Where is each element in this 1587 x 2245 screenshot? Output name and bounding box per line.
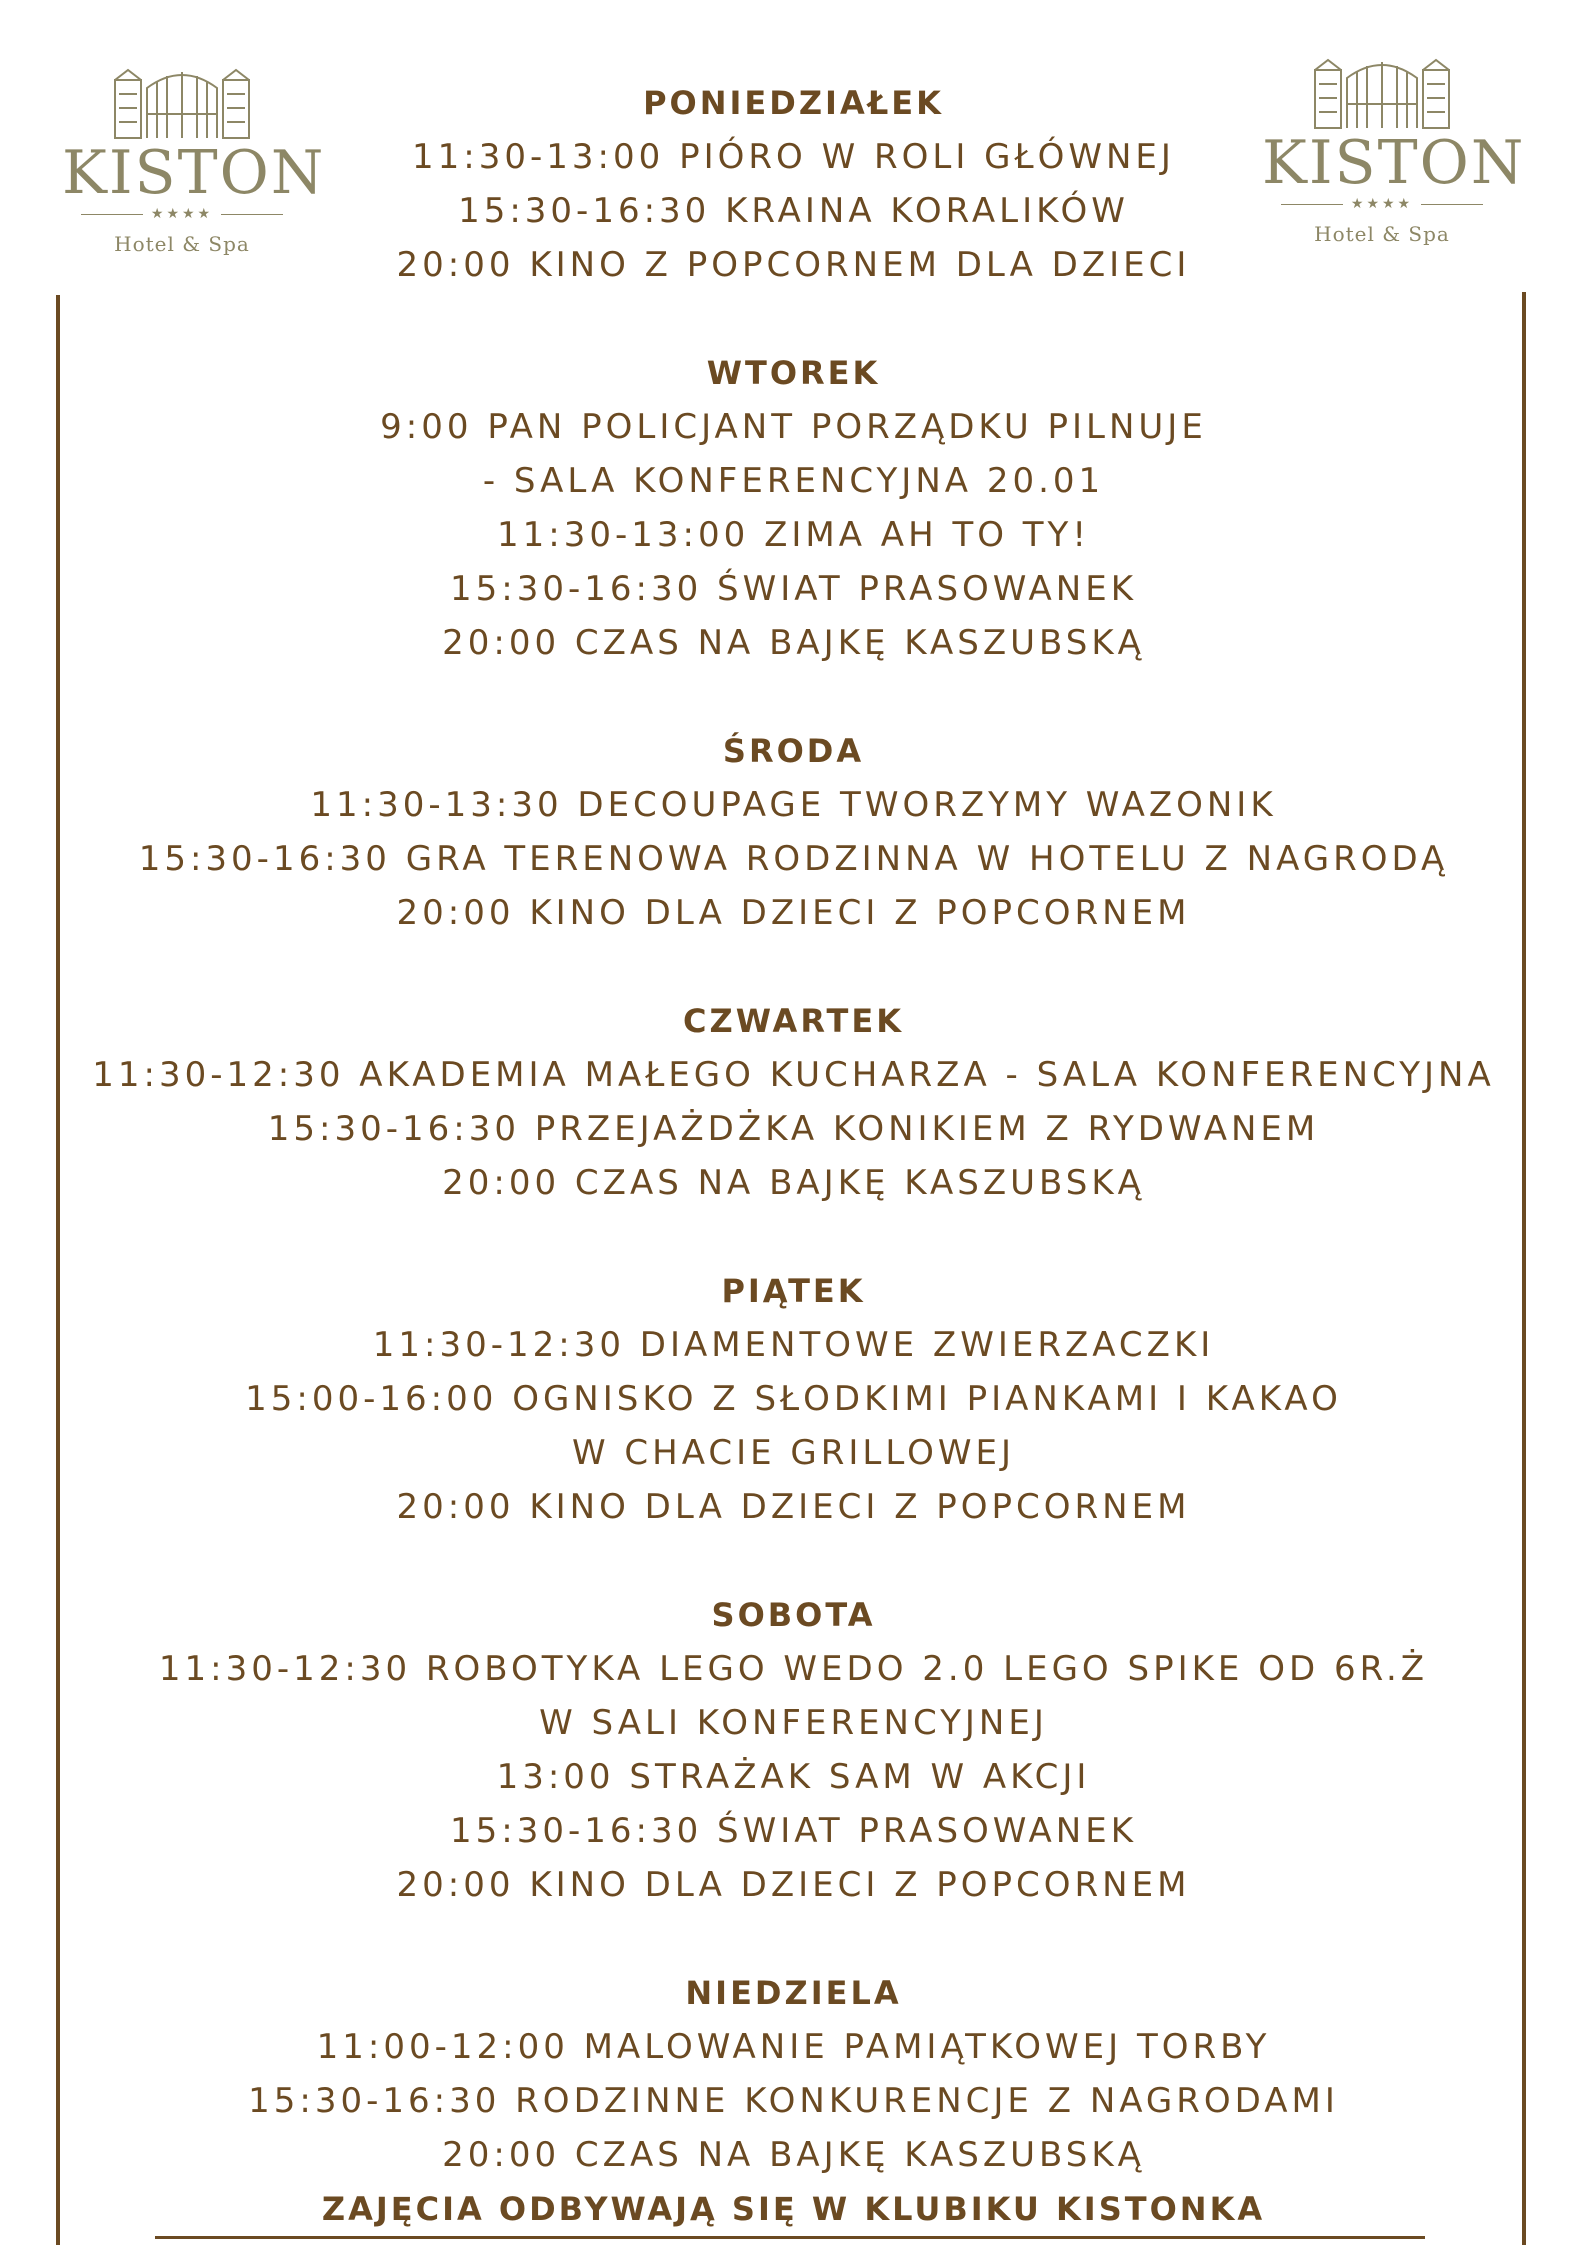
weekly-schedule (0, 76, 1587, 2236)
activity-line: 20:00 KINO DLA DZIECI Z POPCORNEM (396, 1487, 1191, 1527)
activity-line: 11:30-12:30 ROBOTYKA LEGO WEDO 2.0 LEGO SPIKE OD 6R.Ż (158, 1649, 1429, 1689)
logo-name: KISTON (1262, 128, 1526, 198)
activity-line: 15:30-16:30 GRA TERENOWA RODZINNA W HOTELU Z NAGRODĄ (138, 839, 1449, 879)
activity-line: 9:00 PAN POLICJANT PORZĄDKU PILNUJE (380, 407, 1207, 447)
day-title: PONIEDZIAŁEK (643, 84, 944, 122)
activity-line: 20:00 CZAS NA BAJKĘ KASZUBSKĄ (442, 623, 1145, 663)
day-friday (0, 1264, 1587, 1534)
day-wednesday (0, 724, 1587, 940)
activity-line: 13:00 STRAŻAK SAM W AKCJI (496, 1757, 1091, 1797)
day-title: WTOREK (706, 354, 881, 392)
day-thursday (0, 994, 1587, 1210)
day-title: SOBOTA (711, 1596, 876, 1634)
activity-line: 11:30-12:30 DIAMENTOWE ZWIERZACZKI (372, 1325, 1215, 1365)
activity-line: 20:00 CZAS NA BAJKĘ KASZUBSKĄ (442, 1163, 1145, 1203)
activity-line: 11:30-12:30 AKADEMIA MAŁEGO KUCHARZA - SALA KONFERENCYJNA (92, 1055, 1495, 1095)
location-note: ZAJĘCIA ODBYWAJĄ SIĘ W KLUBIKU KISTONKA (321, 2190, 1266, 2228)
activity-line: 11:30-13:00 ZIMA AH TO TY! (497, 515, 1090, 555)
day-title: NIEDZIELA (685, 1974, 902, 2012)
activity-line: 11:30-13:00 PIÓRO W ROLI GŁÓWNEJ (412, 137, 1175, 177)
day-sunday (0, 1966, 1587, 2236)
activity-line: 11:30-13:30 DECOUPAGE TWORZYMY WAZONIK (310, 785, 1277, 825)
activity-line: 20:00 CZAS NA BAJKĘ KASZUBSKĄ (442, 2135, 1145, 2175)
activity-line: 15:30-16:30 ŚWIAT PRASOWANEK (449, 569, 1138, 609)
activity-line: 15:30-16:30 PRZEJAŻDŻKA KONIKIEM Z RYDWANEM (267, 1109, 1320, 1149)
day-saturday (0, 1588, 1587, 1912)
logo-stars: ★★★★ (150, 206, 214, 222)
activity-line: 20:00 KINO DLA DZIECI Z POPCORNEM (396, 893, 1191, 933)
day-monday (0, 76, 1587, 292)
activity-line: 15:00-16:00 OGNISKO Z SŁODKIMI PIANKAMI I KAKAO (245, 1379, 1342, 1419)
activity-line: 11:00-12:00 MALOWANIE PAMIĄTKOWEJ TORBY (316, 2027, 1271, 2067)
activity-line: 20:00 KINO Z POPCORNEM DLA DZIECI (396, 245, 1191, 285)
activity-line: 15:30-16:30 KRAINA KORALIKÓW (458, 191, 1129, 231)
logo-tagline: Hotel & Spa (114, 232, 250, 256)
activity-line: - SALA KONFERENCYJNA 20.01 (482, 461, 1105, 501)
activity-line: 15:30-16:30 ŚWIAT PRASOWANEK (449, 1811, 1138, 1851)
day-tuesday (0, 346, 1587, 670)
day-title: CZWARTEK (683, 1002, 904, 1040)
activity-line: W CHACIE GRILLOWEJ (571, 1433, 1015, 1473)
frame-bottom-line (155, 2236, 1425, 2239)
logo-tagline: Hotel & Spa (1314, 222, 1450, 246)
activity-line: 15:30-16:30 RODZINNE KONKURENCJE Z NAGRODAMI (248, 2081, 1339, 2121)
activity-line: W SALI KONFERENCYJNEJ (539, 1703, 1048, 1743)
logo-stars: ★★★★ (1350, 196, 1414, 212)
logo-name: KISTON (62, 138, 326, 208)
day-title: PIĄTEK (721, 1272, 866, 1310)
day-title: ŚRODA (722, 732, 865, 770)
activity-line: 20:00 KINO DLA DZIECI Z POPCORNEM (396, 1865, 1191, 1905)
